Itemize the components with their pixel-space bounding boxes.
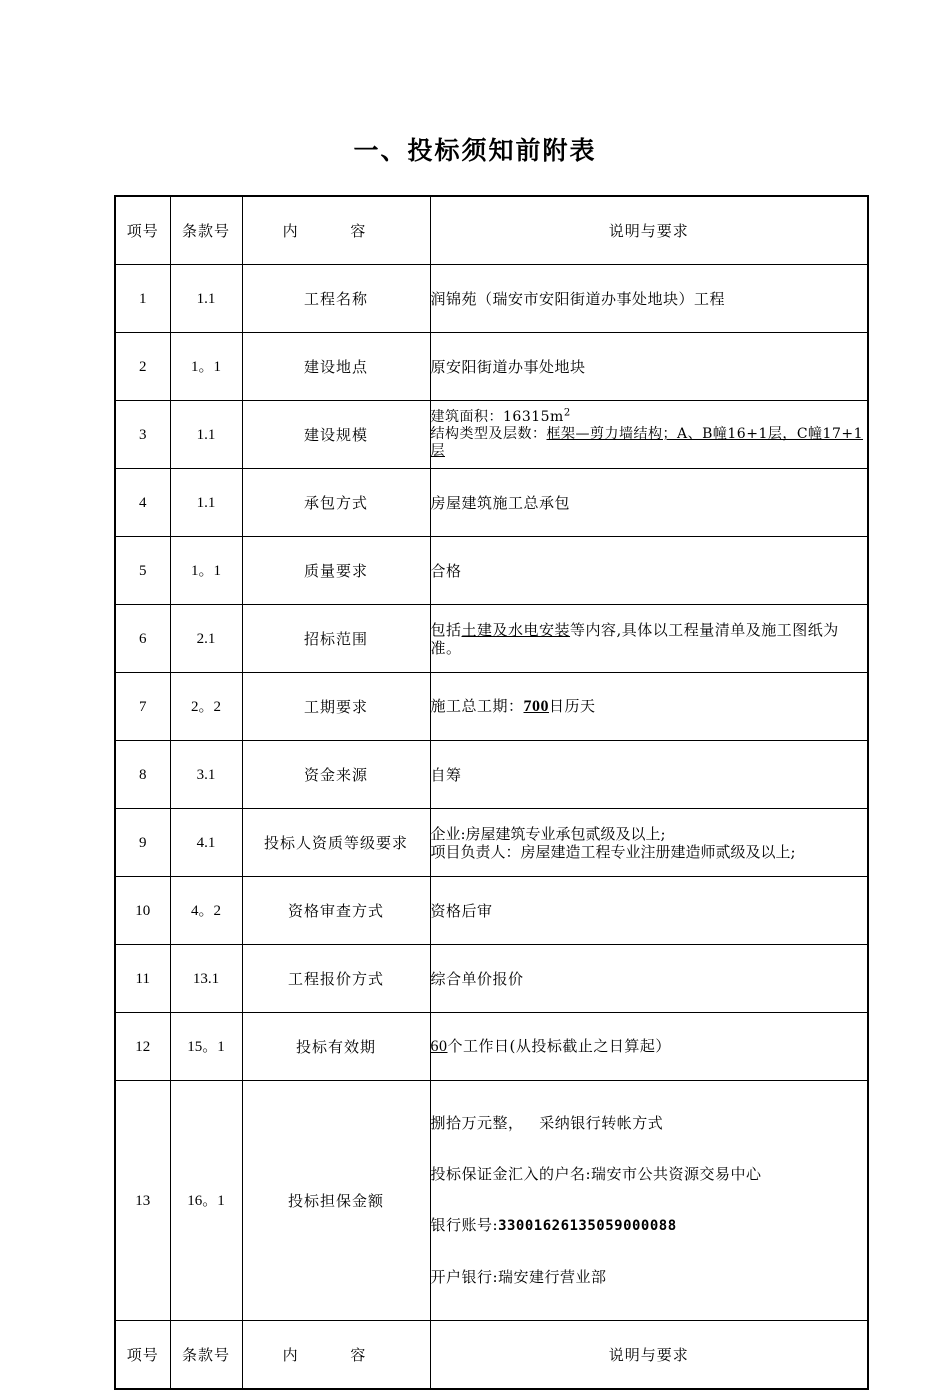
table-row <box>115 537 868 605</box>
desc-prefix: 包括 <box>430 620 462 639</box>
desc-line-manager: 项目负责人：房屋建造工程专业注册建造师贰级及以上; <box>430 842 796 861</box>
table-row <box>115 809 868 877</box>
header-item: 项号 <box>115 196 170 265</box>
table-row <box>115 673 868 741</box>
cell-clause: 1.1 <box>170 469 242 537</box>
cell-item: 7 <box>115 673 170 741</box>
desc-area-superscript: 2 <box>563 407 571 419</box>
table-row <box>115 1013 868 1081</box>
cell-clause: 1。1 <box>170 333 242 401</box>
cell-item: 6 <box>115 605 170 673</box>
desc-suffix: 个工作日(从投标截止之日算起） <box>447 1037 671 1055</box>
desc-line-account-number <box>431 1217 868 1235</box>
cell-clause: 3.1 <box>170 741 242 809</box>
desc-line-company: 企业:房屋建筑专业承包贰级及以上; <box>430 824 666 843</box>
footer-item: 项号 <box>115 1321 170 1390</box>
table-row <box>115 877 868 945</box>
table-header-row <box>115 196 868 265</box>
cell-item: 2 <box>115 333 170 401</box>
cell-desc: 综合单价报价 <box>430 945 868 1013</box>
table-row <box>115 945 868 1013</box>
cell-content: 工程名称 <box>242 265 430 333</box>
cell-desc <box>430 673 868 741</box>
header-desc: 说明与要求 <box>430 196 868 265</box>
table-row <box>115 1081 868 1321</box>
desc-area-line <box>431 409 868 426</box>
cell-item: 3 <box>115 401 170 469</box>
cell-clause: 4.1 <box>170 809 242 877</box>
desc-suffix: 等内容,具体以工程量清单及施工图纸为准。 <box>430 620 839 657</box>
cell-content: 招标范围 <box>242 605 430 673</box>
desc-struct-label: 结构类型及层数： <box>430 426 547 442</box>
cell-desc: 合格 <box>430 537 868 605</box>
cell-content: 质量要求 <box>242 537 430 605</box>
bid-notice-table <box>114 195 869 1390</box>
cell-item: 11 <box>115 945 170 1013</box>
desc-suffix: 日历天 <box>549 697 596 715</box>
cell-content: 投标有效期 <box>242 1013 430 1081</box>
desc-struct-value: 框架—剪力墙结构；A、B幢16+1层，C幢17+1层 <box>430 426 864 459</box>
table-footer-row <box>115 1321 868 1390</box>
cell-item: 12 <box>115 1013 170 1081</box>
cell-content: 投标人资质等级要求 <box>242 809 430 877</box>
table-row <box>115 401 868 469</box>
cell-desc: 自筹 <box>430 741 868 809</box>
header-clause: 条款号 <box>170 196 242 265</box>
cell-item: 5 <box>115 537 170 605</box>
cell-content: 建设规模 <box>242 401 430 469</box>
desc-scope: 土建及水电安装 <box>461 620 571 639</box>
cell-item: 13 <box>115 1081 170 1321</box>
desc-line-bank: 开户银行:瑞安建行营业部 <box>430 1268 607 1286</box>
cell-content: 资金来源 <box>242 741 430 809</box>
footer-clause: 条款号 <box>170 1321 242 1390</box>
cell-desc <box>430 809 868 877</box>
cell-desc: 房屋建筑施工总承包 <box>430 469 868 537</box>
cell-clause: 15。1 <box>170 1013 242 1081</box>
cell-clause: 13.1 <box>170 945 242 1013</box>
cell-desc: 资格后审 <box>430 877 868 945</box>
cell-clause: 2.1 <box>170 605 242 673</box>
footer-content: 内 容 <box>242 1321 430 1390</box>
footer-desc: 说明与要求 <box>430 1321 868 1390</box>
cell-clause: 1.1 <box>170 401 242 469</box>
desc-account-label: 银行账号: <box>430 1216 499 1234</box>
cell-content: 建设地点 <box>242 333 430 401</box>
desc-line-amount: 捌拾万元整， 采纳银行转帐方式 <box>430 1114 664 1132</box>
cell-content: 资格审查方式 <box>242 877 430 945</box>
cell-item: 10 <box>115 877 170 945</box>
cell-clause: 1。1 <box>170 537 242 605</box>
desc-line-account-name: 投标保证金汇入的户名:瑞安市公共资源交易中心 <box>430 1165 762 1183</box>
cell-clause: 16。1 <box>170 1081 242 1321</box>
cell-item: 8 <box>115 741 170 809</box>
desc-area-label: 建筑面积：16315m <box>430 409 564 425</box>
cell-clause: 1.1 <box>170 265 242 333</box>
desc-validity-days: 60 <box>430 1038 448 1055</box>
cell-clause: 2。2 <box>170 673 242 741</box>
cell-content: 工程报价方式 <box>242 945 430 1013</box>
page-title: 一、投标须知前附表 <box>353 136 597 165</box>
cell-content: 投标担保金额 <box>242 1081 430 1321</box>
cell-content: 工期要求 <box>242 673 430 741</box>
desc-prefix: 施工总工期： <box>430 697 524 715</box>
cell-desc <box>430 1013 868 1081</box>
cell-item: 4 <box>115 469 170 537</box>
cell-item: 1 <box>115 265 170 333</box>
desc-days: 700 <box>523 698 550 715</box>
cell-desc <box>430 605 868 673</box>
cell-content: 承包方式 <box>242 469 430 537</box>
cell-clause: 4。2 <box>170 877 242 945</box>
table-row <box>115 741 868 809</box>
table-row <box>115 605 868 673</box>
cell-desc: 原安阳街道办事处地块 <box>430 333 868 401</box>
table-row <box>115 333 868 401</box>
cell-desc <box>430 1081 868 1321</box>
table-row <box>115 469 868 537</box>
table-row <box>115 265 868 333</box>
header-content: 内 容 <box>242 196 430 265</box>
cell-desc <box>430 401 868 469</box>
desc-account-number: 33001626135059000088 <box>498 1218 677 1234</box>
cell-desc: 润锦苑（瑞安市安阳街道办事处地块）工程 <box>430 265 868 333</box>
cell-item: 9 <box>115 809 170 877</box>
